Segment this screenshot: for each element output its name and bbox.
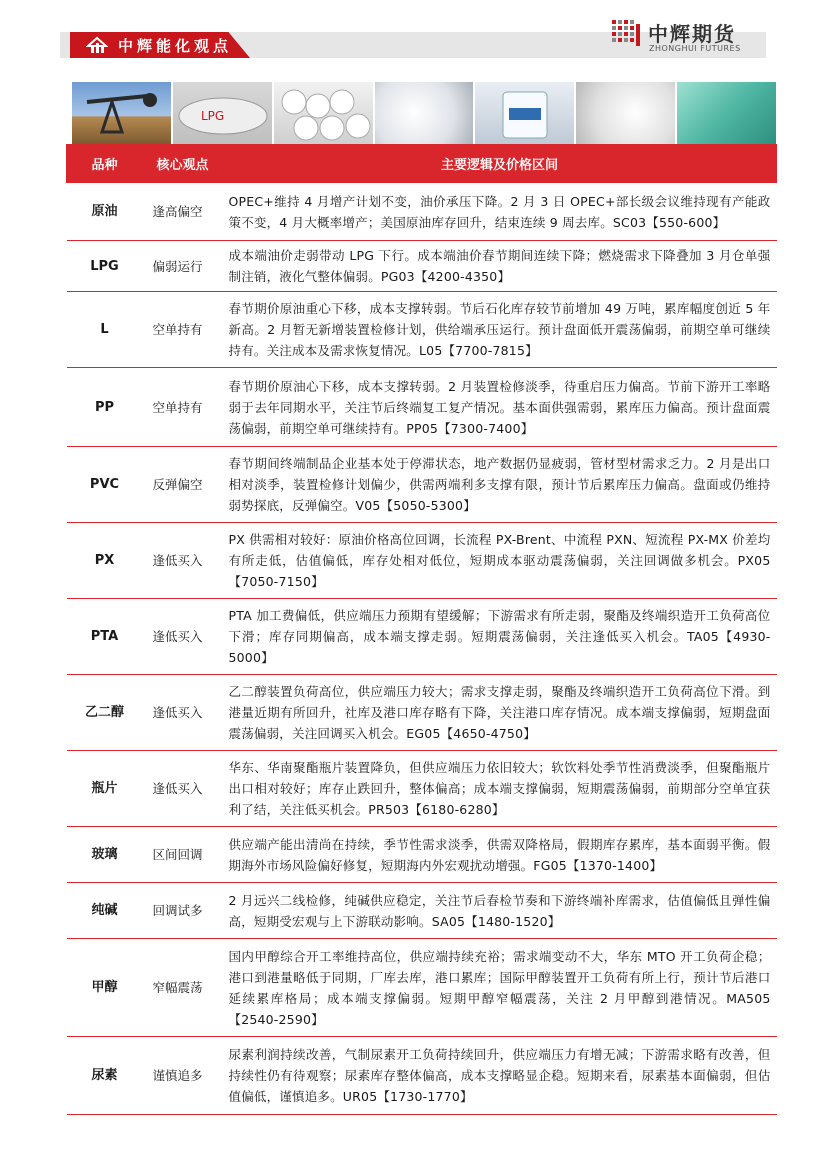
product-name: 原油 <box>67 183 143 241</box>
table-row <box>67 939 777 1037</box>
svg-text:LPG: LPG <box>200 109 225 123</box>
table-row <box>67 675 777 751</box>
product-name: PTA <box>67 599 143 675</box>
core-view: 逢高偏空 <box>143 183 223 241</box>
section-title: 中辉能化观点 <box>118 37 233 55</box>
logic-text: OPEC+维持 4 月增产计划不变，油价承压下降。2 月 3 日 OPEC+部长级会议维持现有产能政策不变，4 月大概率增产；美国原油库存回升，结束连续 9 周去库。SC03【550-600】 <box>223 183 777 241</box>
table-row <box>67 183 777 241</box>
product-name: 甲醇 <box>67 939 143 1037</box>
product-name: L <box>67 292 143 368</box>
table-row <box>67 292 777 368</box>
logic-text: 尿素利润持续改善，气制尿素开工负荷持续回升，供应端压力有增无减；下游需求略有改善，但持续性仍有待观察；尿素库存整体偏高，成本支撑略显企稳。短期来看，尿素基本面偏弱，但估值偏低，谨慎追多。UR05【1730-1770】 <box>223 1037 777 1115</box>
logic-text: PTA 加工费偏低，供应端压力预期有望缓解；下游需求有所走弱，聚酯及终端织造开工负荷高位下滑；库存同期偏高，成本端支撑走弱。短期震荡偏弱，关注逢低买入机会。TA05【4930-5000】 <box>223 599 777 675</box>
page-header <box>0 0 826 70</box>
product-name: PX <box>67 523 143 599</box>
logic-text: 乙二醇装置负荷高位，供应端压力较大；需求支撑走弱，聚酯及终端织造开工负荷高位下滑。到港量近期有所回升，社库及港口库存略有下降，关注港口库存情况。成本端支撑偏弱，短期盘面震荡偏弱，关注回调买入机会。EG05【4650-4750】 <box>223 675 777 751</box>
logic-text: 成本端油价走弱带动 LPG 下行。成本端油价春节期间连续下降；燃烧需求下降叠加 3 月仓单强制注销，液化气整体偏弱。PG03【4200-4350】 <box>223 241 777 292</box>
logo-name-en: ZHONGHUI FUTURES <box>649 44 741 53</box>
logic-text: 春节期间终端制品企业基本处于停滞状态，地产数据仍显疲弱，管材型材需求乏力。2 月是出口相对淡季，装置检修计划偏少，供需两端利多支撑有限，预计节后累库压力偏高。盘面或仍维持弱势探底，反弹偏空。V05【5050-5300】 <box>223 447 777 523</box>
product-name: 纯碱 <box>67 883 143 939</box>
core-view: 逢低买入 <box>143 599 223 675</box>
plastic-pellets-photo <box>375 82 474 144</box>
core-view: 空单持有 <box>143 292 223 368</box>
table-row <box>67 241 777 292</box>
product-name: 乙二醇 <box>67 675 143 751</box>
core-view: 谨慎追多 <box>143 1037 223 1115</box>
logic-text: PX 供需相对较好：原油价格高位回调，长流程 PX-Brent、中流程 PXN、短流程 PX-MX 价差均有所走低，估值偏低，库存处相对低位，短期成本驱动震荡偏弱，关注回调做多机会。PX05【7050-7150】 <box>223 523 777 599</box>
ethylene-glycol-photo <box>475 82 574 144</box>
company-logo <box>612 18 762 58</box>
table-row <box>67 751 777 827</box>
logic-text: 国内甲醇综合开工率维持高位，供应端持续充裕；需求端变动不大，华东 MTO 开工负荷企稳；港口到港量略低于同期，厂库去库，港口累库；国际甲醇装置开工负荷有所上行，预计节后港口延续累库格局；成本端支撑偏弱。短期甲醇窄幅震荡，关注 2 月甲醇到港情况。MA505【2540-2590】 <box>223 939 777 1037</box>
core-view: 偏弱运行 <box>143 241 223 292</box>
table-row <box>67 883 777 939</box>
views-table <box>66 144 777 1115</box>
table-row <box>67 1037 777 1115</box>
logic-text: 华东、华南聚酯瓶片装置降负，但供应端压力依旧较大；软饮料处季节性消费淡季，但聚酯瓶片出口相对较好；库存止跌回升，整体偏高；成本端支撑偏弱，短期震荡偏弱，前期部分空单宜获利了结，关注低买机会。PR503【6180-6280】 <box>223 751 777 827</box>
logic-text: 春节期价原油心下移，成本支撑转弱。2 月装置检修淡季，待重启压力偏高。节前下游开工率略弱于去年同期水平，关注节后终端复工复产情况。基本面供强需弱，累库压力偏高。预计盘面震荡偏弱，前期空单可继续持有。PP05【7300-7400】 <box>223 368 777 447</box>
table-row <box>67 368 777 447</box>
table-row <box>67 827 777 883</box>
table-row <box>67 523 777 599</box>
table-header-row <box>67 145 777 183</box>
product-name: PP <box>67 368 143 447</box>
lpg-tank-photo <box>173 82 272 144</box>
product-name: 瓶片 <box>67 751 143 827</box>
core-view: 反弹偏空 <box>143 447 223 523</box>
table-row <box>67 447 777 523</box>
core-view: 区间回调 <box>143 827 223 883</box>
core-view: 空单持有 <box>143 368 223 447</box>
logic-text: 春节期价原油重心下移，成本支撑转弱。节后石化库存较节前增加 49 万吨，累库幅度创近 5 年新高。2 月暂无新增装置检修计划，供给端承压运行。预计盘面低开震荡偏弱，前期空单可继续持有。关注成本及需求恢复情况。L05【7700-7815】 <box>223 292 777 368</box>
logo-mark-icon <box>612 20 642 50</box>
building-chart-icon <box>86 36 108 54</box>
product-name: 玻璃 <box>67 827 143 883</box>
logo-name-cn: 中辉期货 <box>648 22 736 46</box>
pta-powder-photo <box>576 82 675 144</box>
product-photo-strip <box>72 82 776 144</box>
table-row <box>67 599 777 675</box>
oil-pumpjack-photo <box>72 82 171 144</box>
core-view: 逢低买入 <box>143 751 223 827</box>
core-view: 窄幅震荡 <box>143 939 223 1037</box>
logic-text: 2 月远兴二线检修，纯碱供应稳定，关注节后春检节奏和下游终端补库需求，估值偏低且弹性偏高，短期受宏观与上下游联动影响。SA05【1480-1520】 <box>223 883 777 939</box>
header-product: 品种 <box>67 145 143 183</box>
logic-text: 供应端产能出清尚在持续，季节性需求淡季，供需双降格局，假期库存累库，基本面弱平衡。假期海外市场风险偏好修复，短期海内外宏观扰动增强。FG05【1370-1400】 <box>223 827 777 883</box>
product-name: 尿素 <box>67 1037 143 1115</box>
header-core-view: 核心观点 <box>143 145 223 183</box>
core-view: 逢低买入 <box>143 675 223 751</box>
pvc-pipes-photo <box>274 82 373 144</box>
product-name: LPG <box>67 241 143 292</box>
core-view: 逢低买入 <box>143 523 223 599</box>
glass-sheets-photo <box>677 82 776 144</box>
core-view: 回调试多 <box>143 883 223 939</box>
product-name: PVC <box>67 447 143 523</box>
header-logic-range: 主要逻辑及价格区间 <box>223 145 777 183</box>
